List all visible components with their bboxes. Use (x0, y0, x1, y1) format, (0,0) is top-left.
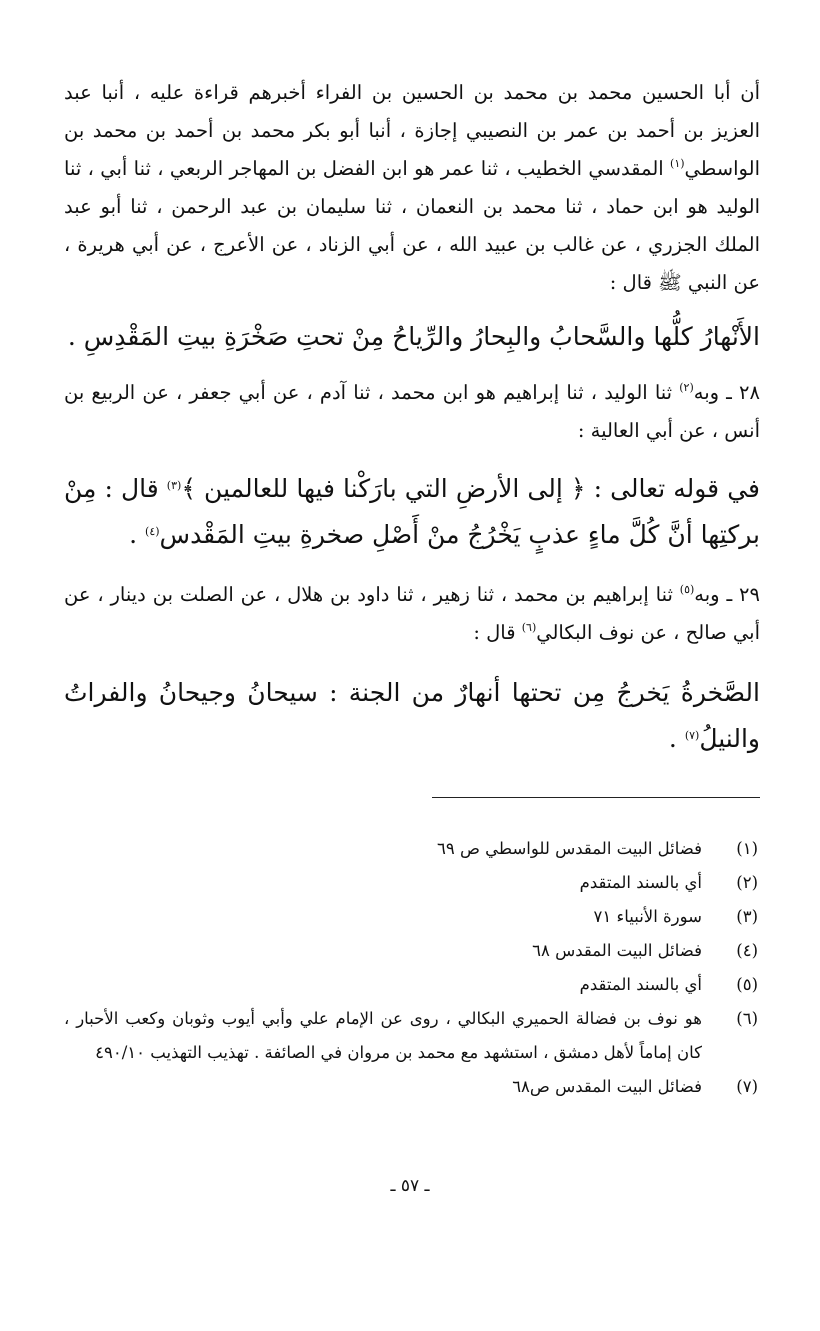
footnote-number: (٣) (736, 907, 758, 926)
paragraph-28-text: ثنا الوليد ، ثنا إبراهيم هو ابن محمد ، ثنا آدم ، عن أبي جعفر ، عن الربيع بن أنس ، عن أبي العالية : (64, 381, 760, 442)
footnote-ref-1[interactable]: (١) (670, 157, 685, 170)
footnote-item (64, 866, 760, 900)
footnote-ref-3[interactable]: (٣) (166, 479, 182, 492)
footnote-ref-7[interactable]: (٧) (684, 729, 700, 742)
quote-3-end: . (668, 724, 685, 753)
footnote-item (64, 832, 760, 866)
footnote-item (64, 934, 760, 968)
quote-2-start: في قوله تعالى : ﴿ إلى الأرضِ التي بارَكْنا فيها للعالمين ﴾ (181, 474, 760, 503)
intro-text-continued: المقدسي الخطيب ، ثنا عمر هو ابن الفضل بن المهاجر الربعي ، ثنا أبي ، ثنا الوليد هو ابن حماد ، ثنا محمد بن النعمان ، ثنا سليمان بن عبد الرحمن ، ثنا أبو عبد الملك الجزري ، عن غالب بن عبيد الله ، عن أبي الزناد ، عن الأعرج ، عن أبي هريرة ، عن النبي ﷺ قال : (64, 157, 760, 294)
paragraph-29-text: ثنا إبراهيم بن محمد ، ثنا زهير ، ثنا داود بن هلال ، عن الصلت بن دينار ، عن أبي صالح ، عن نوف البكالي (64, 583, 760, 644)
footnote-item (64, 1070, 760, 1104)
intro-paragraph (64, 74, 760, 302)
paragraph-29-end: قال : (473, 621, 522, 644)
footnote-ref-5[interactable]: (٥) (679, 583, 695, 596)
paragraph-29 (64, 576, 760, 652)
paragraph-28 (64, 374, 760, 450)
paragraph-28-start: ٢٨ ـ وبه (693, 381, 760, 404)
footnote-item (64, 1002, 760, 1070)
quote-2-middle: قال : مِنْ بركتِها أنَّ كُلَّ ماءٍ عذبٍ يَخْرُجُ منْ أَصْلِ صخرةِ بيتِ المَقْدس (64, 474, 760, 549)
paragraph-29-start: ٢٩ ـ وبه (694, 583, 760, 606)
hadith-quote-3 (64, 670, 760, 762)
footnote-ref-2[interactable]: (٢) (679, 381, 694, 394)
footnote-number: (٧) (736, 1077, 758, 1096)
footnote-item (64, 968, 760, 1002)
footnote-text: سورة الأنبياء ٧١ (593, 907, 702, 926)
footnote-ref-4[interactable]: (٤) (145, 525, 160, 538)
quote-3-text: الصَّخرةُ يَخرجُ مِن تحتها أنهارٌ من الجنة : سيحانُ وجيحانُ والفراتُ والنيلُ (64, 678, 760, 753)
footnote-number: (٢) (736, 873, 758, 892)
footnote-number: (٦) (736, 1009, 758, 1028)
footnote-ref-6[interactable]: (٦) (521, 621, 537, 634)
footnote-text: أي بالسند المتقدم (579, 975, 702, 994)
footnote-text: أي بالسند المتقدم (579, 873, 702, 892)
footnote-number: (٥) (736, 975, 758, 994)
footnote-text: هو نوف بن فضالة الحميري البكالي ، روى عن الإمام علي وأبي أيوب وثوبان وكعب الأحبار ، كان إماماً لأهل دمشق ، استشهد مع محمد بن مروان في الصائفة . تهذيب التهذيب ٤٩٠/١٠ (64, 1009, 702, 1062)
hadith-quote-1: الأَنْهارُ كلُّها والسَّحابُ والبِحارُ والرِّياحُ مِنْ تحتِ صَخْرَةِ بيتِ المَقْدِسِ . (67, 322, 760, 351)
footnote-text: فضائل البيت المقدس ص٦٨ (512, 1077, 702, 1096)
footnotes-list (64, 832, 760, 1104)
footnote-item (64, 900, 760, 934)
footnote-divider (432, 797, 760, 798)
hadith-quote-2 (64, 466, 760, 558)
footnote-text: فضائل البيت المقدس ٦٨ (532, 941, 702, 960)
page-number: ـ ٥٧ ـ (390, 1176, 430, 1196)
page-body (64, 74, 760, 762)
footnote-number: (١) (736, 839, 758, 858)
footnote-text: فضائل البيت المقدس للواسطي ص ٦٩ (436, 839, 702, 858)
intro-text: أن أبا الحسين محمد بن محمد بن الحسين بن الفراء أخبرهم قراءة عليه ، أنبا عبد العزيز بن أحمد بن عمر بن النصيبي إجازة ، أنبا أبو بكر محمد بن أحمد بن محمد بن الواسطي (64, 81, 760, 180)
quote-2-end: . (129, 520, 146, 549)
footnote-number: (٤) (736, 941, 758, 960)
